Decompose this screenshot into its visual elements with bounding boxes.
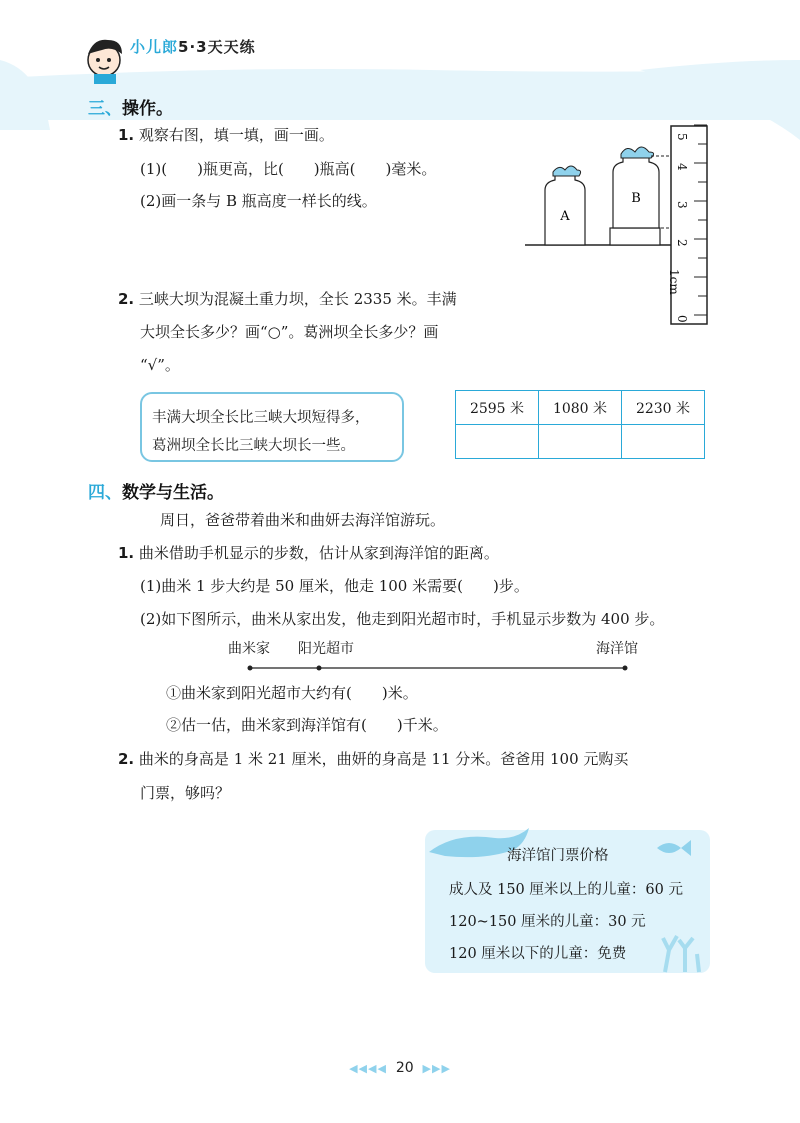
map-label-home: 曲米家	[228, 641, 270, 657]
answer-cell[interactable]	[456, 425, 539, 459]
question-4-2-line2: 门票，够吗？	[140, 784, 231, 802]
price-line-3: 120 厘米以下的儿童：免费	[449, 946, 627, 962]
hint-line-2: 葛洲坝全长比三峡大坝长一些。	[152, 438, 355, 454]
section-4-intro: 周日，爸爸带着曲米和曲妍去海洋馆游玩。	[160, 511, 446, 529]
coral-icon	[655, 930, 705, 972]
question-number: 1.	[118, 126, 135, 144]
map-label-market: 阳光超市	[298, 641, 354, 657]
question-number: 2.	[118, 290, 135, 308]
question-text: 曲米的身高是 1 米 21 厘米，曲妍的身高是 11 分米。爸爸用 100 元购买	[138, 750, 629, 768]
question-number: 1.	[118, 544, 135, 562]
question-3-2-line3: “√”。	[140, 356, 180, 374]
ruler-num-1cm: 1cm	[667, 269, 681, 295]
map-label-aquarium: 海洋馆	[596, 641, 638, 657]
question-3-1-sub2: (2)画一条与 B 瓶高度一样长的线。	[140, 192, 377, 210]
section-title: 数学与生活。	[122, 483, 224, 503]
brand-series: 5·3天天练	[178, 38, 256, 56]
question-4-1-sub2: (2)如下图所示，曲米从家出发，他走到阳光超市时，手机显示步数为 400 步。	[140, 610, 665, 628]
brand-name: 小儿郎	[130, 38, 179, 56]
answer-table	[455, 390, 705, 459]
table-row	[456, 425, 705, 459]
ruler-num-0: 0	[675, 315, 689, 323]
section-title: 操作。	[122, 99, 173, 119]
brand-title	[130, 36, 256, 57]
question-3-1-sub1: (1)( )瓶更高，比( )瓶高( )毫米。	[140, 160, 437, 178]
question-3-2-line2: 大坝全长多少？画“○”。葛洲坝全长多少？画	[140, 323, 439, 341]
ruler-num-2: 2	[675, 239, 689, 247]
price-line-2: 120~150 厘米的儿童：30 元	[449, 914, 646, 930]
bottle-a-label: A	[560, 209, 570, 224]
ruler-num-4: 4	[675, 163, 689, 171]
table-cell: 2595 米	[456, 391, 539, 425]
answer-cell[interactable]	[539, 425, 622, 459]
price-card	[425, 830, 710, 973]
price-line-1: 成人及 150 厘米以上的儿童：60 元	[449, 882, 683, 898]
ruler	[667, 125, 708, 325]
corner-wave-right	[640, 60, 800, 140]
section-3-heading	[88, 94, 173, 119]
fish-icon	[655, 838, 695, 858]
table-cell: 1080 米	[539, 391, 622, 425]
corner-wave	[0, 60, 60, 130]
section-number: 三、	[88, 99, 122, 119]
question-4-1-sub1: (1)曲米 1 步大约是 50 厘米，他走 100 米需要( )步。	[140, 577, 529, 595]
answer-cell[interactable]	[622, 425, 705, 459]
question-3-2-line1	[118, 292, 457, 307]
question-3-1	[118, 128, 334, 143]
section-number: 四、	[88, 483, 122, 503]
mascot-logo	[82, 34, 134, 84]
left-arrows-icon: ◀◀◀◀	[349, 1062, 387, 1075]
question-4-2-line1	[118, 752, 628, 767]
distance-line	[245, 662, 630, 674]
question-4-1	[118, 546, 499, 561]
bottle-b-label: B	[631, 191, 641, 206]
ruler-num-5: 5	[675, 133, 689, 141]
ruler-num-3: 3	[675, 201, 689, 209]
right-arrows-icon: ▶▶▶	[422, 1062, 451, 1075]
question-text: 三峡大坝为混凝土重力坝，全长 2335 米。丰满	[138, 290, 457, 308]
page-number: 20	[395, 1060, 414, 1076]
section-4-heading	[88, 478, 224, 503]
table-row	[456, 391, 705, 425]
question-text: 观察右图，填一填，画一画。	[138, 126, 334, 144]
question-number: 2.	[118, 750, 135, 768]
question-text: 曲米借助手机显示的步数，估计从家到海洋馆的距离。	[138, 544, 499, 562]
table-cell: 2230 米	[622, 391, 705, 425]
question-4-1-c2: ②估一估，曲米家到海洋馆有( )千米。	[166, 716, 448, 734]
question-4-1-c1: ①曲米家到阳光超市大约有( )米。	[166, 684, 418, 702]
hint-box	[140, 392, 404, 462]
hint-line-1: 丰满大坝全长比三峡大坝短得多，	[152, 410, 370, 426]
bottles-figure	[525, 140, 675, 250]
price-title: 海洋馆门票价格	[507, 848, 609, 864]
footer	[0, 1060, 800, 1076]
